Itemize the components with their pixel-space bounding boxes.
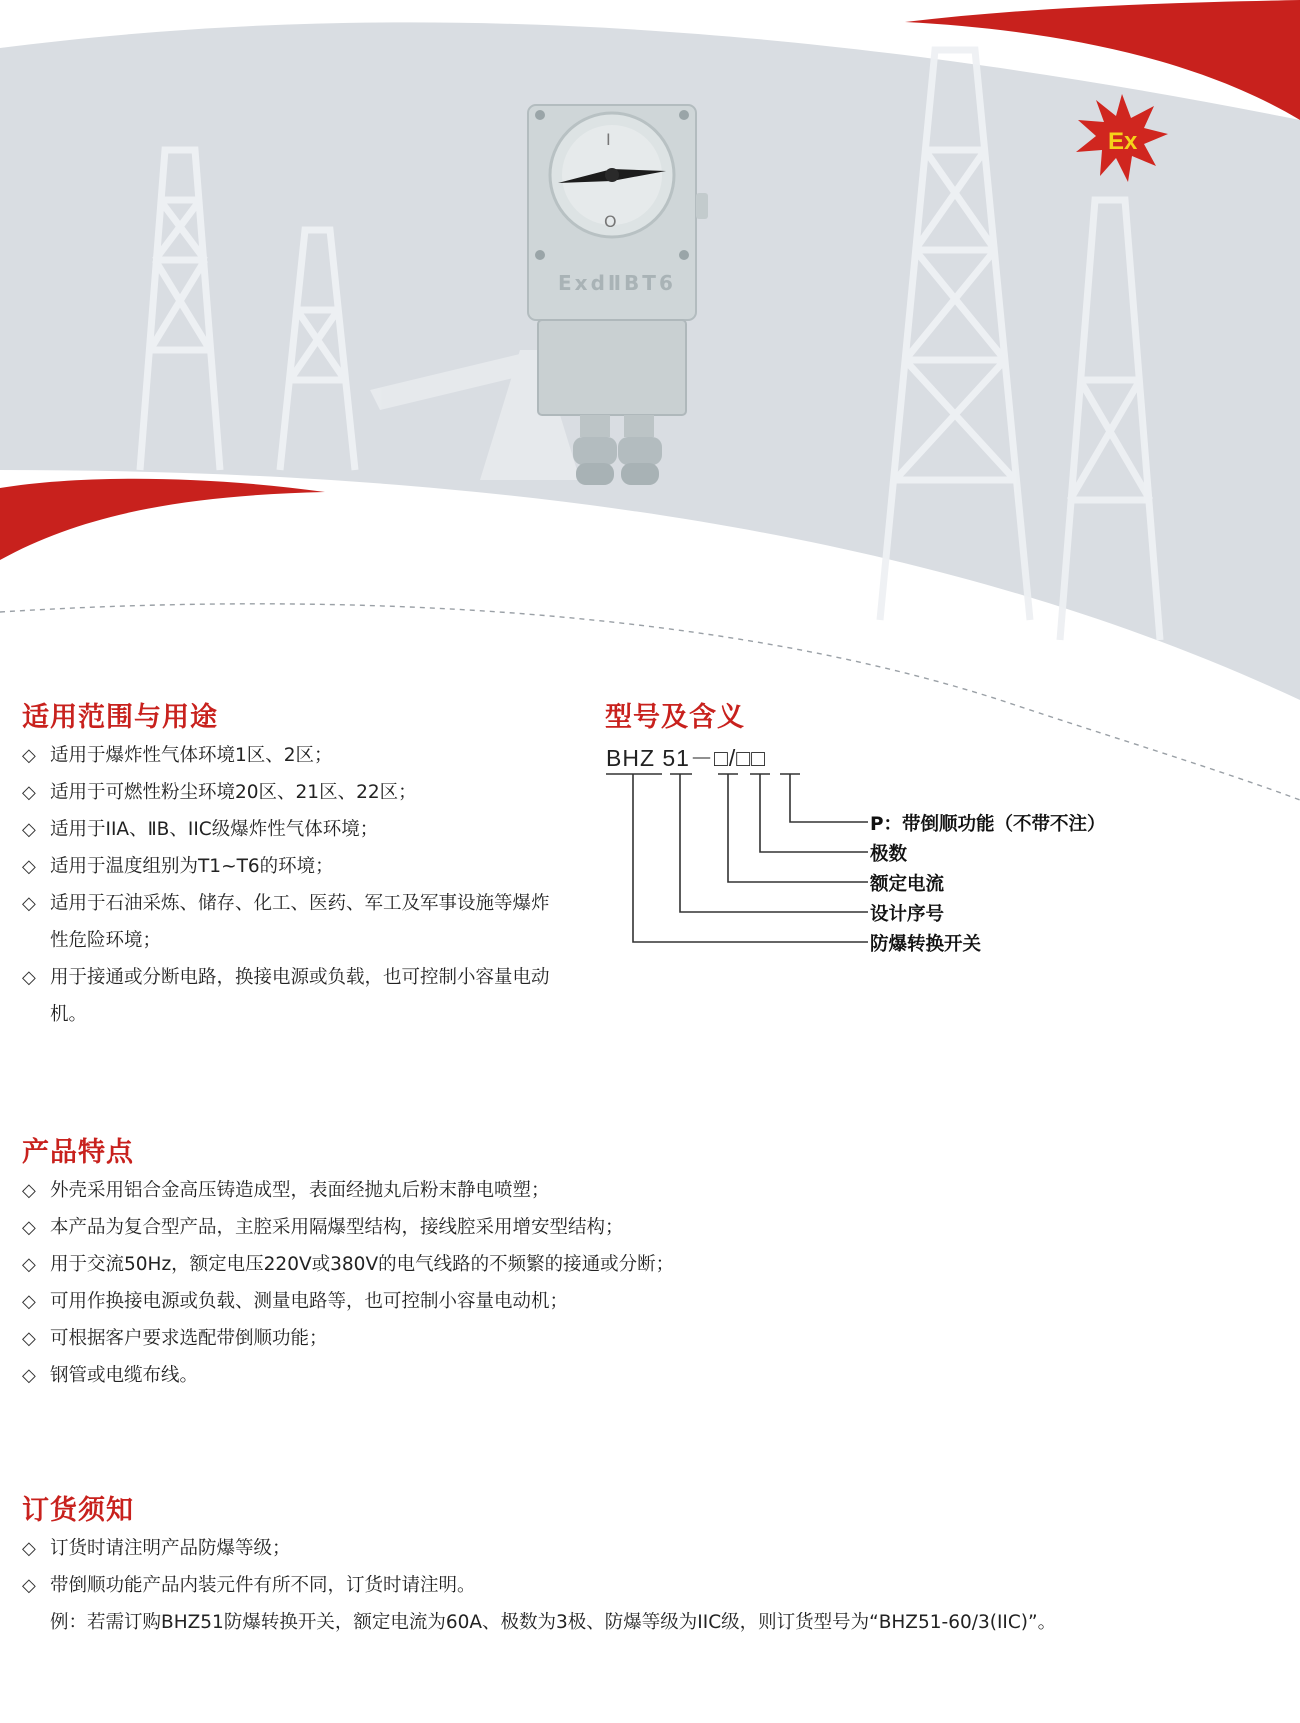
product-nameplate: ExdⅡBT6 [558, 271, 676, 295]
model-title: 型号及含义 [605, 702, 745, 733]
list-item: ◇ 带倒顺功能产品内装元件有所不同，订货时请注明。 [22, 1567, 1222, 1604]
model-item-poles: 极数 [870, 844, 908, 865]
model-code-prefix: BHZ 51－ [606, 745, 714, 771]
ordering-title: 订货须知 [22, 1495, 134, 1526]
list-item: ◇ 用于接通或分断电路，换接电源或负载，也可控制小容量电动机。 [22, 959, 567, 1033]
list-item: ◇ 外壳采用铝合金高压铸造成型，表面经抛丸后粉末静电喷塑； [22, 1172, 1222, 1209]
model-diagram-lines [600, 750, 1120, 970]
placeholder-box-icon: □□ [736, 745, 767, 771]
model-item-p: P：带倒顺功能（不带不注） [870, 814, 1106, 835]
list-item: ◇ 可根据客户要求选配带倒顺功能； [22, 1320, 1222, 1357]
list-item: ◇ 适用于石油采炼、储存、化工、医药、军工及军事设施等爆炸性危险环境； [22, 885, 567, 959]
model-code-sep: / [728, 745, 737, 771]
usage-title: 适用范围与用途 [22, 702, 218, 733]
svg-text:Ex: Ex [1108, 128, 1138, 155]
model-item-design: 设计序号 [870, 904, 945, 925]
ordering-list [22, 1530, 1222, 1604]
list-item: ◇ 适用于温度组别为T1~T6的环境； [22, 848, 567, 885]
svg-text:O: O [604, 212, 617, 231]
list-item: ◇ 订货时请注明产品防爆等级； [22, 1530, 1222, 1567]
features-list [22, 1172, 1222, 1394]
placeholder-box-icon: □ [713, 745, 729, 771]
model-item-current: 额定电流 [870, 874, 945, 895]
red-swoosh-left [0, 479, 325, 560]
svg-text:I: I [606, 130, 611, 149]
list-item: ◇ 适用于爆炸性气体环境1区、2区； [22, 737, 567, 774]
model-item-product: 防爆转换开关 [870, 934, 982, 955]
list-item: ◇ 用于交流50Hz，额定电压220V或380V的电气线路的不频繁的接通或分断； [22, 1246, 1222, 1283]
list-item: ◇ 钢管或电缆布线。 [22, 1357, 1222, 1394]
features-title: 产品特点 [22, 1137, 134, 1168]
list-item: ◇ 本产品为复合型产品，主腔采用隔爆型结构，接线腔采用增安型结构； [22, 1209, 1222, 1246]
list-item: ◇ 可用作换接电源或负载、测量电路等，也可控制小容量电动机； [22, 1283, 1222, 1320]
list-item: ◇ 适用于可燃性粉尘环境20区、21区、22区； [22, 774, 567, 811]
usage-list [22, 737, 567, 1033]
list-item: ◇ 适用于IIA、ⅡB、IIC级爆炸性气体环境； [22, 811, 567, 848]
ordering-example: 例：若需订购BHZ51防爆转换开关，额定电流为60A、极数为3极、防爆等级为IIC级，则订货型号为“BHZ51-60/3(IIC)”。 [50, 1612, 1057, 1633]
